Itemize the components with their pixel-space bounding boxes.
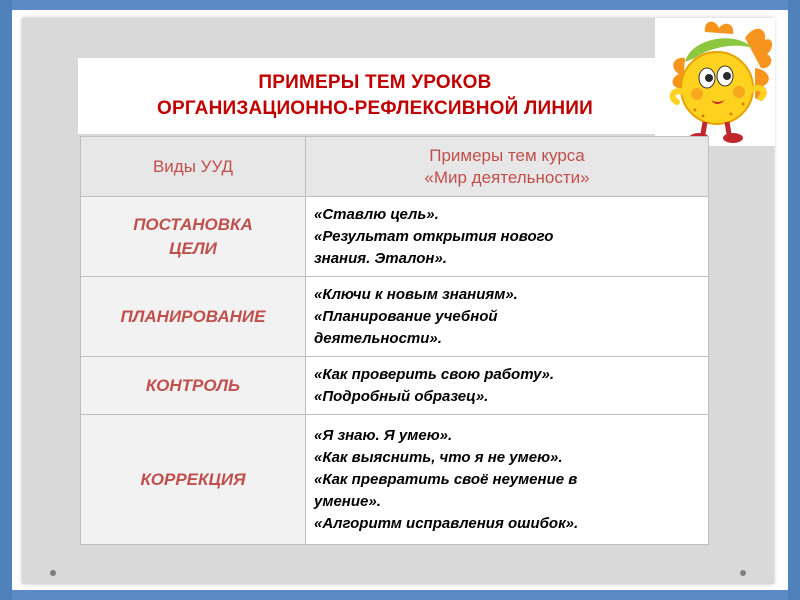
- example-line: «Я знаю. Я умею».: [314, 426, 453, 444]
- sun-mascot-svg: [655, 18, 775, 146]
- examples-cell: [306, 357, 709, 415]
- uud-type-line: ЦЕЛИ: [169, 238, 217, 258]
- top-strip: [12, 0, 788, 10]
- example-line: «Как превратить своё неумение в: [314, 470, 578, 488]
- uud-type-cell: [81, 277, 306, 357]
- uud-type-line: ПОСТАНОВКА: [133, 214, 253, 234]
- sun-mascot-icon: [655, 18, 775, 146]
- left-blue-bar: [0, 0, 12, 600]
- header-col2-line2: «Мир деятельности»: [424, 167, 590, 187]
- examples-cell: [306, 415, 709, 545]
- example-line: «Подробный образец».: [314, 387, 489, 405]
- example-line: деятельности».: [314, 329, 442, 347]
- uud-table: [80, 136, 709, 545]
- example-line: умение».: [314, 492, 381, 510]
- table-row: [81, 415, 709, 545]
- example-line: «Планирование учебной: [314, 307, 498, 325]
- example-line: «Алгоритм исправления ошибок».: [314, 514, 579, 532]
- right-blue-bar: [788, 0, 800, 600]
- decorative-dot-left: [50, 570, 56, 576]
- uud-type-line: КОРРЕКЦИЯ: [140, 469, 246, 489]
- title-line-2: ОРГАНИЗАЦИОННО-РЕФЛЕКСИВНОЙ ЛИНИИ: [157, 98, 593, 119]
- examples-cell: [306, 197, 709, 277]
- decorative-dot-right: [740, 570, 746, 576]
- example-line: «Как проверить свою работу».: [314, 365, 555, 383]
- title-line-1: ПРИМЕРЫ ТЕМ УРОКОВ: [258, 72, 492, 93]
- table-row: [81, 277, 709, 357]
- header-uud-types: Виды УУД: [81, 137, 306, 197]
- uud-type-cell: [81, 357, 306, 415]
- slide-title: [78, 58, 672, 134]
- uud-type-line: ПЛАНИРОВАНИЕ: [120, 306, 266, 326]
- examples-cell: [306, 277, 709, 357]
- uud-type-cell: [81, 197, 306, 277]
- table-header-row: [81, 137, 709, 197]
- header-col2-line1: Примеры тем курса: [429, 145, 585, 165]
- uud-type-line: КОНТРОЛЬ: [145, 375, 241, 395]
- example-line: «Как выяснить, что я не умею».: [314, 448, 563, 466]
- example-line: «Ключи к новым знаниям».: [314, 285, 518, 303]
- table-row: [81, 357, 709, 415]
- uud-type-cell: [81, 415, 306, 545]
- example-line: «Ставлю цель».: [314, 205, 439, 223]
- example-line: знания. Эталон».: [314, 249, 447, 267]
- bottom-strip: [12, 590, 788, 600]
- table-row: [81, 197, 709, 277]
- header-course-examples: [306, 137, 709, 197]
- example-line: «Результат открытия нового: [314, 227, 554, 245]
